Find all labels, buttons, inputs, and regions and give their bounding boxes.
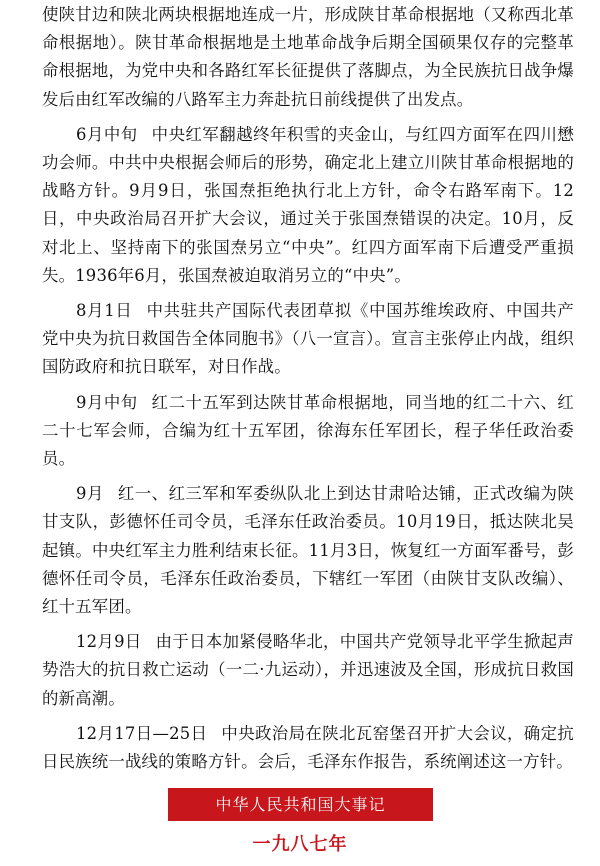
entry-date: 12月17日—25日 <box>76 723 208 743</box>
section-banner: 中华人民共和国大事记 <box>168 788 433 821</box>
entry-text: 红一、红三军和军委纵队北上到达甘肃哈达铺，正式改编为陕甘支队，彭德怀任司令员，毛泽东任政治委员。10月19日，抵达陕北吴起镇。中央红军主力胜利结束长征。11月3日，恢复红一方面军番号，彭德怀任司令员，毛泽东任政治委员，下辖红一军团（由陕甘支队改编）、红十五军团。 <box>42 484 574 617</box>
chronicle-entry <box>42 297 574 382</box>
entry-date: 9月中旬 <box>76 392 138 412</box>
chronicle-entry <box>42 480 574 621</box>
entry-date: 12月9日 <box>76 632 142 652</box>
year-heading: 一九八七年 <box>252 834 348 855</box>
entry-text: 中央红军翻越终年积雪的夹金山，与红四方面军在四川懋功会师。中共中央根据会师后的形势，确定北上建立川陕甘革命根据地的战略方针。9月9日，张国焘拒绝执行北上方针，命令右路军南下。12日，中央政治局召开扩大会议，通过关于张国焘错误的决定。10月，反对北上、坚持南下的张国焘另立“中央”。红四方面军南下后遭受严重损失。1936年6月，张国焘被迫取消另立的“中央”。 <box>42 124 575 285</box>
chronicle-body <box>42 0 574 776</box>
entry-date: 6月中旬 <box>76 124 138 144</box>
chronicle-entry <box>42 389 574 474</box>
entry-date: 8月1日 <box>76 301 133 321</box>
entry-text: 中央政治局在陕北瓦窑堡召开扩大会议，确定抗日民族统一战线的策略方针。会后，毛泽东作报告，系统阐述这一方针。 <box>42 723 574 772</box>
entry-date: 9月 <box>76 484 104 504</box>
intro-paragraph: 使陕甘边和陕北两块根据地连成一片，形成陕甘革命根据地（又称西北革命根据地）。陕甘革命根据地是土地革命战争后期全国硕果仅存的完整革命根据地，为党中央和各路红军长征提供了落脚点，为全民族抗日战争爆发后由红军改编的八路军主力奔赴抗日前线提供了出发点。 <box>42 5 574 109</box>
chronicle-entry <box>42 121 574 290</box>
chronicle-entry <box>42 628 574 713</box>
entry-text: 中共驻共产国际代表团草拟《中国苏维埃政府、中国共产党中央为抗日救国告全体同胞书》（八一宣言）。宣言主张停止内战，组织国防政府和抗日联军，对日作战。 <box>42 301 574 377</box>
chronicle-entry <box>42 720 574 776</box>
entry-text: 红二十五军到达陕甘革命根据地，同当地的红二十六、红二十七军会师，合编为红十五军团，徐海东任军团长，程子华任政治委员。 <box>42 392 575 469</box>
entry-text: 由于日本加紧侵略华北，中国共产党领导北平学生掀起声势浩大的抗日救亡运动（一二·九运动），并迅速波及全国，形成抗日救国的新高潮。 <box>42 632 574 708</box>
